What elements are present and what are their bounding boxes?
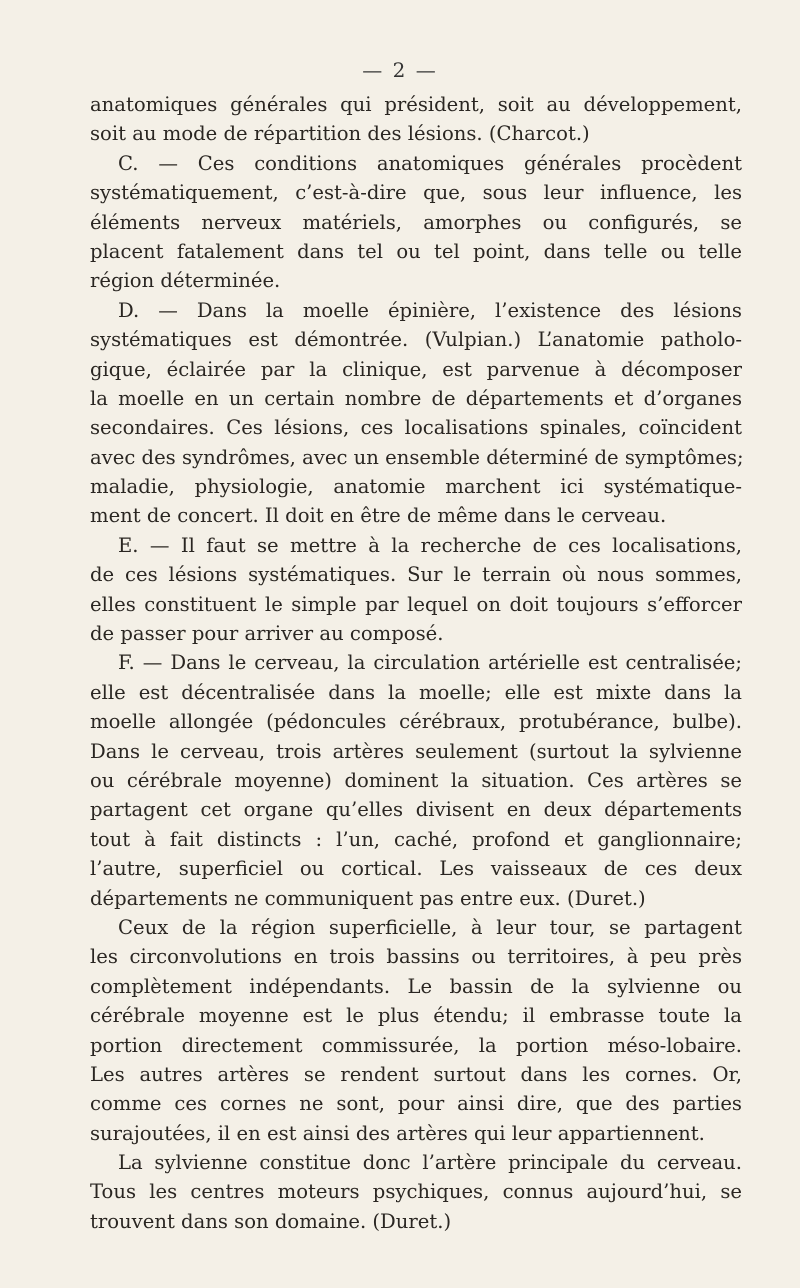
body-text bbox=[90, 90, 742, 1236]
text-line: secondaires. Ces lésions, ces localisations spinales, coïncident bbox=[90, 416, 742, 440]
text-line: complètement indépendants. Le bassin de la sylvienne ou bbox=[90, 974, 742, 998]
text-line: Les autres artères se rendent surtout dans les cornes. Or, bbox=[90, 1062, 742, 1086]
text-line: maladie, physiologie, anatomie marchent ici systématique- bbox=[90, 475, 742, 499]
text-line: moelle allongée (pédoncules cérébraux, protubérance, bulbe). bbox=[90, 710, 742, 734]
text-line: la moelle en un certain nombre de départements et d’organes bbox=[90, 386, 742, 410]
text-line: C. — Ces conditions anatomiques générales procèdent bbox=[118, 151, 742, 175]
text-line: cérébrale moyenne est le plus étendu; il embrasse toute la bbox=[90, 1004, 742, 1028]
text-line: E. — Il faut se mettre à la recherche de ces localisations, bbox=[118, 533, 742, 557]
text-line: les circonvolutions en trois bassins ou territoires, à peu près bbox=[90, 945, 742, 969]
text-line: Dans le cerveau, trois artères seulement (surtout la sylvienne bbox=[90, 739, 742, 763]
text-line: systématiques est démontrée. (Vulpian.) L’anatomie patholo- bbox=[90, 328, 742, 352]
text-line: portion directement commissurée, la portion méso-lobaire. bbox=[90, 1033, 742, 1057]
text-line: elles constituent le simple par lequel on doit toujours s’efforcer bbox=[90, 592, 742, 616]
text-line: soit au mode de répartition des lésions. (Charcot.) bbox=[90, 122, 590, 146]
text-line: Tous les centres moteurs psychiques, connus aujourd’hui, se bbox=[90, 1180, 742, 1204]
text-line: elle est décentralisée dans la moelle; elle est mixte dans la bbox=[90, 680, 742, 704]
page-number: — 2 — bbox=[362, 58, 438, 82]
text-line: F. — Dans le cerveau, la circulation artérielle est centralisée; bbox=[118, 651, 742, 675]
text-line: comme ces cornes ne sont, pour ainsi dire, que des parties bbox=[90, 1092, 742, 1116]
text-line: l’autre, superficiel ou cortical. Les vaisseaux de ces deux bbox=[90, 857, 742, 881]
text-line: gique, éclairée par la clinique, est parvenue à décomposer bbox=[90, 357, 742, 381]
text-line: ment de concert. Il doit en être de même dans le cerveau. bbox=[90, 504, 667, 528]
text-line: tout à fait distincts : l’un, caché, profond et ganglionnaire; bbox=[90, 827, 742, 851]
text-line: D. — Dans la moelle épinière, l’existence des lésions bbox=[118, 298, 742, 322]
text-line: de passer pour arriver au composé. bbox=[90, 622, 444, 646]
text-line: trouvent dans son domaine. (Duret.) bbox=[90, 1209, 452, 1233]
text-line: systématiquement, c’est-à-dire que, sous leur influence, les bbox=[90, 181, 742, 205]
text-line: partagent cet organe qu’elles divisent en deux départements bbox=[90, 798, 742, 822]
text-line: de ces lésions systématiques. Sur le terrain où nous sommes, bbox=[90, 563, 742, 587]
text-line: placent fatalement dans tel ou tel point, dans telle ou telle bbox=[90, 239, 742, 263]
text-line: surajoutées, il en est ainsi des artères qui leur appartiennent. bbox=[90, 1121, 705, 1145]
text-line: avec des syndrômes, avec un ensemble déterminé de symptômes; bbox=[90, 445, 744, 469]
text-line: éléments nerveux matériels, amorphes ou configurés, se bbox=[90, 210, 742, 234]
text-line: ou cérébrale moyenne) dominent la situation. Ces artères se bbox=[90, 768, 742, 792]
text-line: anatomiques générales qui président, soit au développement, bbox=[90, 93, 742, 116]
text-line: départements ne communiquent pas entre eux. (Duret.) bbox=[90, 886, 646, 910]
text-line: La sylvienne constitue donc l’artère principale du cerveau. bbox=[118, 1151, 742, 1175]
text-line: Ceux de la région superficielle, à leur tour, se partagent bbox=[118, 915, 742, 939]
text-line: région déterminée. bbox=[90, 269, 281, 293]
